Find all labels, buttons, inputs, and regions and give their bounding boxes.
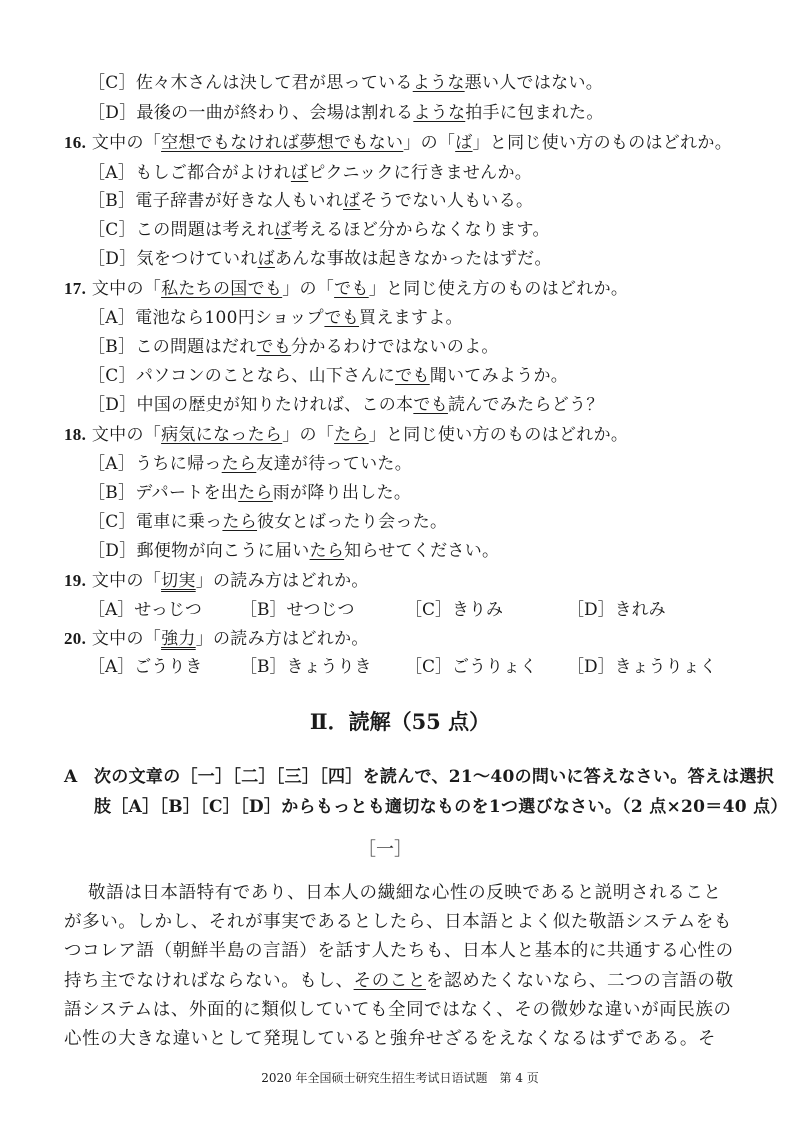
option-text: 中国の歴史が知りたければ、この本 <box>136 395 414 415</box>
instruction-label: A <box>64 767 78 787</box>
q19-option-a: ［A］せっじつ <box>88 600 202 620</box>
passage-line-2: が多い。しかし、それが事実であるとしたら、日本語とよく似た敬語システムをも <box>64 912 732 932</box>
option-text: この問題はだれ <box>135 337 257 357</box>
q17-stem <box>64 278 628 300</box>
q20-option-c: ［C］ごうりょく <box>405 657 538 677</box>
option-underlined: たら <box>309 541 345 561</box>
option-text: 佐々木さんは決して君が思っている <box>135 73 413 93</box>
option-label: ［A］ <box>88 308 136 328</box>
option-label: ［B］ <box>88 483 136 503</box>
stem-text: 」と同じ使い方のものはどれか。 <box>472 133 732 153</box>
q15-option-d <box>88 102 604 124</box>
option-label: ［D］ <box>88 395 137 415</box>
passage-text: を認めたくないなら、二つの言語の敬 <box>426 971 734 991</box>
stem-text: 文中の「 <box>91 279 162 299</box>
option-underlined: ば <box>343 191 361 211</box>
option-label: ［B］ <box>88 337 136 357</box>
stem-text: 文中の「 <box>91 571 162 591</box>
q15-option-c <box>88 72 603 94</box>
option-text: 考えるほど分からなくなります。 <box>291 220 550 240</box>
option-text: 彼女とばったり会った。 <box>257 512 448 532</box>
option-text: ピクニックに行きませんか。 <box>308 163 533 183</box>
option-text: 知らせてください。 <box>344 541 500 561</box>
q17-option-a <box>88 307 463 329</box>
stem-text: 」の読み方はどれか。 <box>195 571 369 591</box>
option-text: デパートを出 <box>135 483 239 503</box>
stem-text: 文中の「 <box>91 425 162 445</box>
page-footer: 2020 年全国硕士研究生招生考试日语试题 第 4 页 <box>261 1071 539 1085</box>
option-label: ［D］ <box>88 541 137 561</box>
option-underlined: ば <box>290 163 309 183</box>
option-text: 電子辞書が好きな人もいれ <box>135 191 344 211</box>
question-number: 16. <box>64 133 87 152</box>
stem-text: 」の読み方はどれか。 <box>195 629 369 649</box>
option-text: 友達が待っていた。 <box>256 454 412 474</box>
option-underlined: でも <box>324 308 360 328</box>
q16-stem <box>64 132 732 154</box>
option-text: あんな事故は起きなかったはずだ。 <box>274 249 552 269</box>
option-underlined: でも <box>256 337 292 357</box>
option-text: 悪い人ではない。 <box>464 73 604 93</box>
stem-double-underlined: 強力 <box>161 629 196 649</box>
option-underlined: たら <box>238 483 273 503</box>
stem-double-underlined: 切実 <box>161 571 196 591</box>
option-underlined: たら <box>222 512 258 532</box>
stem-underlined: たら <box>334 425 369 445</box>
option-underlined: ば <box>274 220 292 240</box>
option-text: うちに帰っ <box>135 454 222 474</box>
option-text: 分かるわけではないのよ。 <box>291 337 499 357</box>
option-label: ［C］ <box>88 220 136 240</box>
passage-subheading: ［一］ <box>358 839 412 860</box>
q18-stem <box>64 424 628 446</box>
option-text: 買えますよ。 <box>359 308 463 328</box>
stem-text: 」の「 <box>403 133 456 153</box>
q20-option-d: ［D］きょうりょく <box>567 657 717 677</box>
option-underlined: ば <box>257 249 275 269</box>
option-text: 電池なら100円ショップ <box>135 308 325 328</box>
q20-stem <box>64 628 369 650</box>
option-text: 郵便物が向こうに届い <box>136 541 310 561</box>
question-number: 20. <box>64 629 87 648</box>
instruction-text: 次の文章の［一］［二］［三］［四］を読んで、21～40の問いに答えなさい。答えは選択 <box>94 767 775 787</box>
stem-text: 」と同じ使い方のものはどれか。 <box>368 425 629 445</box>
stem-text: 」の「 <box>282 279 335 299</box>
stem-text: 文中の「 <box>91 133 162 153</box>
option-text: この問題は考えれ <box>135 220 275 240</box>
q16-option-b <box>88 190 533 212</box>
q17-option-c <box>88 365 568 387</box>
question-number: 19. <box>64 571 87 590</box>
option-text: そうでない人もいる。 <box>360 191 534 211</box>
instruction-line-2: 肢［A］［B］［C］［D］からもっとも適切なものを1つ選びなさい。（2 点×20＝40 点） <box>94 797 788 817</box>
q16-option-a <box>88 162 532 184</box>
stem-underlined: ば <box>455 133 473 153</box>
section-title: Ⅱ．読解（55 点） <box>309 709 491 734</box>
option-text: 聞いてみようか。 <box>429 366 569 386</box>
option-text: 読んでみたらどう？ <box>447 395 604 415</box>
q17-option-d <box>88 394 604 416</box>
q17-option-b <box>88 336 499 358</box>
q20-option-a: ［A］ごうりき <box>88 657 203 677</box>
option-text: 気をつけていれ <box>136 249 258 269</box>
option-underlined: でも <box>395 366 430 386</box>
option-label: ［D］ <box>88 103 137 123</box>
option-label: ［C］ <box>88 73 136 93</box>
q19-option-b: ［B］せつじつ <box>240 600 355 620</box>
option-text: 拍手に包まれた。 <box>465 103 604 123</box>
option-underlined: たら <box>221 454 257 474</box>
option-text: 電車に乗っ <box>135 512 223 532</box>
q19-option-d: ［D］きれみ <box>567 600 666 620</box>
instruction-line-1 <box>64 766 774 788</box>
option-label: ［D］ <box>88 249 137 269</box>
q18-option-b <box>88 482 411 504</box>
passage-text: 持ち主でなければならない。もし、 <box>64 971 354 991</box>
stem-underlined: 空想でもなければ夢想でもない <box>161 133 404 153</box>
option-label: ［A］ <box>88 163 136 183</box>
passage-line-6: 心性の大きな違いとして発現していると強弁せざるをえなくなるはずである。そ <box>64 1029 717 1049</box>
option-label: ［B］ <box>88 191 136 211</box>
stem-text: 」の「 <box>282 425 335 445</box>
q18-option-d <box>88 540 499 562</box>
stem-text: 文中の「 <box>91 629 162 649</box>
q20-option-b: ［B］きょうりき <box>240 657 372 677</box>
option-underlined: ような <box>412 73 465 93</box>
q19-stem <box>64 570 369 592</box>
q18-option-a <box>88 453 412 475</box>
question-number: 18. <box>64 425 87 444</box>
q18-option-c <box>88 511 447 533</box>
option-label: ［C］ <box>88 366 136 386</box>
q16-option-d <box>88 248 552 270</box>
passage-line-1: 敬語は日本語特有であり、日本人の繊細な心性の反映であると説明されること <box>88 883 722 903</box>
q19-option-c: ［C］きりみ <box>405 600 504 620</box>
option-underlined: ような <box>413 103 466 123</box>
option-label: ［C］ <box>88 512 136 532</box>
q16-option-c <box>88 219 550 241</box>
stem-text: 」と同じ使え方のものはどれか。 <box>368 279 629 299</box>
stem-underlined: 私たちの国でも <box>161 279 283 299</box>
option-text: 雨が降り出した。 <box>272 483 412 503</box>
passage-line-3: つコレア語（朝鮮半島の言語）を話す人たちも、日本人と基本的に共通する心性の <box>64 941 734 961</box>
option-text: もしご都合がよけれ <box>135 163 291 183</box>
passage-line-5: 語システムは、外面的に類似していても全同ではなく、その微妙な違いが両民族の <box>64 1000 732 1020</box>
option-underlined: でも <box>413 395 448 415</box>
stem-underlined: でも <box>334 279 369 299</box>
passage-underlined: そのこと <box>353 971 427 991</box>
stem-underlined: 病気になったら <box>161 425 283 445</box>
passage-line-4 <box>64 970 734 992</box>
option-text: パソコンのことなら、山下さんに <box>135 366 396 386</box>
question-number: 17. <box>64 279 87 298</box>
option-text: 最後の一曲が終わり、会場は割れる <box>136 103 414 123</box>
option-label: ［A］ <box>88 454 136 474</box>
